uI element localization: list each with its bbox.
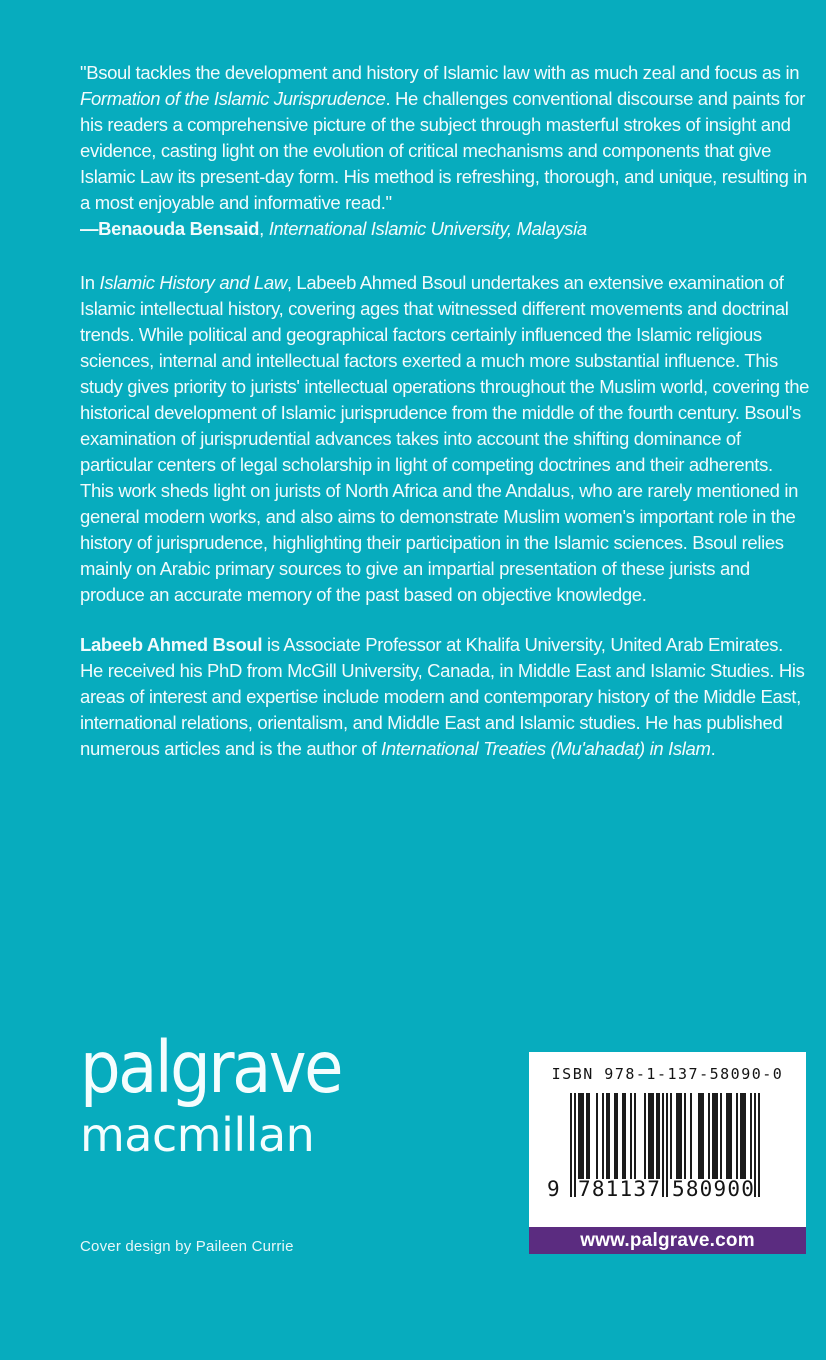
isbn-label: ISBN 978-1-137-58090-0 [551,1065,784,1083]
barcode-panel [529,1052,806,1227]
barcode-digits-right-group: 580900 [672,1177,756,1201]
publisher-website-strip [529,1227,806,1254]
barcode-digits-left-group: 781137 [578,1177,662,1201]
publisher-logo-palgrave: palgrave [80,1027,342,1110]
cover-design-credit: Cover design by Paileen Currie [80,1238,294,1255]
publisher-website: www.palgrave.com [580,1229,755,1251]
barcode-digits [529,1176,806,1202]
review-quote: "Bsoul tackles the development and history of Islamic law with as much zeal and focus as in Formation of the Islamic Jurisprudence. He challenges conventional discourse and paints for his readers a comprehensive picture of the subject through masterful strokes of insight and evidence, casting light on the evolution of critical mechanisms and components that give Islamic Law its present-day form. His method is refreshing, thorough, and unique, resulting in a most enjoyable and informative read." [80,62,808,213]
barcode-block [529,1052,806,1254]
barcode-digit-lead: 9 [547,1177,560,1201]
author-bio: Labeeb Ahmed Bsoul is Associate Professor at Khalifa University, United Arab Emirates. He received his PhD from McGill University, Canada, in Middle East and Islamic Studies. His areas of interest and expertise include modern and contemporary history of the Middle East, international relations, orientalism, and Middle East and Islamic studies. He has published numerous articles and is the author of International Treaties (Mu'ahadat) in Islam. [80,634,805,759]
review-attribution: —Benaouda Bensaid, International Islamic University, Malaysia [80,218,587,239]
book-synopsis: In Islamic History and Law, Labeeb Ahmed Bsoul undertakes an extensive examination of Islamic intellectual history, covering ages that witnessed different movements and doctrinal trends. While political and geographical factors certainly influenced the Islamic religious sciences, internal and intellectual factors exerted a much more substantial influence. This study gives priority to jurists' intellectual operations throughout the Muslim world, covering the historical development of Islamic jurisprudence from the middle of the fourth century. Bsoul's examination of jurisprudential advances takes into account the shifting dominance of particular centers of legal scholarship in light of competing doctrines and their adherents. This work sheds light on jurists of North Africa and the Andalus, who are rarely mentioned in general modern works, and also aims to demonstrate Muslim women's important role in the history of jurisprudence, highlighting their participation in the Islamic sciences. Bsoul relies mainly on Arabic primary sources to give an impartial presentation of these jurists and produce an accurate memory of the past based on objective knowledge. [80,272,810,605]
publisher-logo [80,1027,342,1162]
cover-text-block [80,60,810,762]
publisher-logo-macmillan: macmillan [80,1108,315,1162]
